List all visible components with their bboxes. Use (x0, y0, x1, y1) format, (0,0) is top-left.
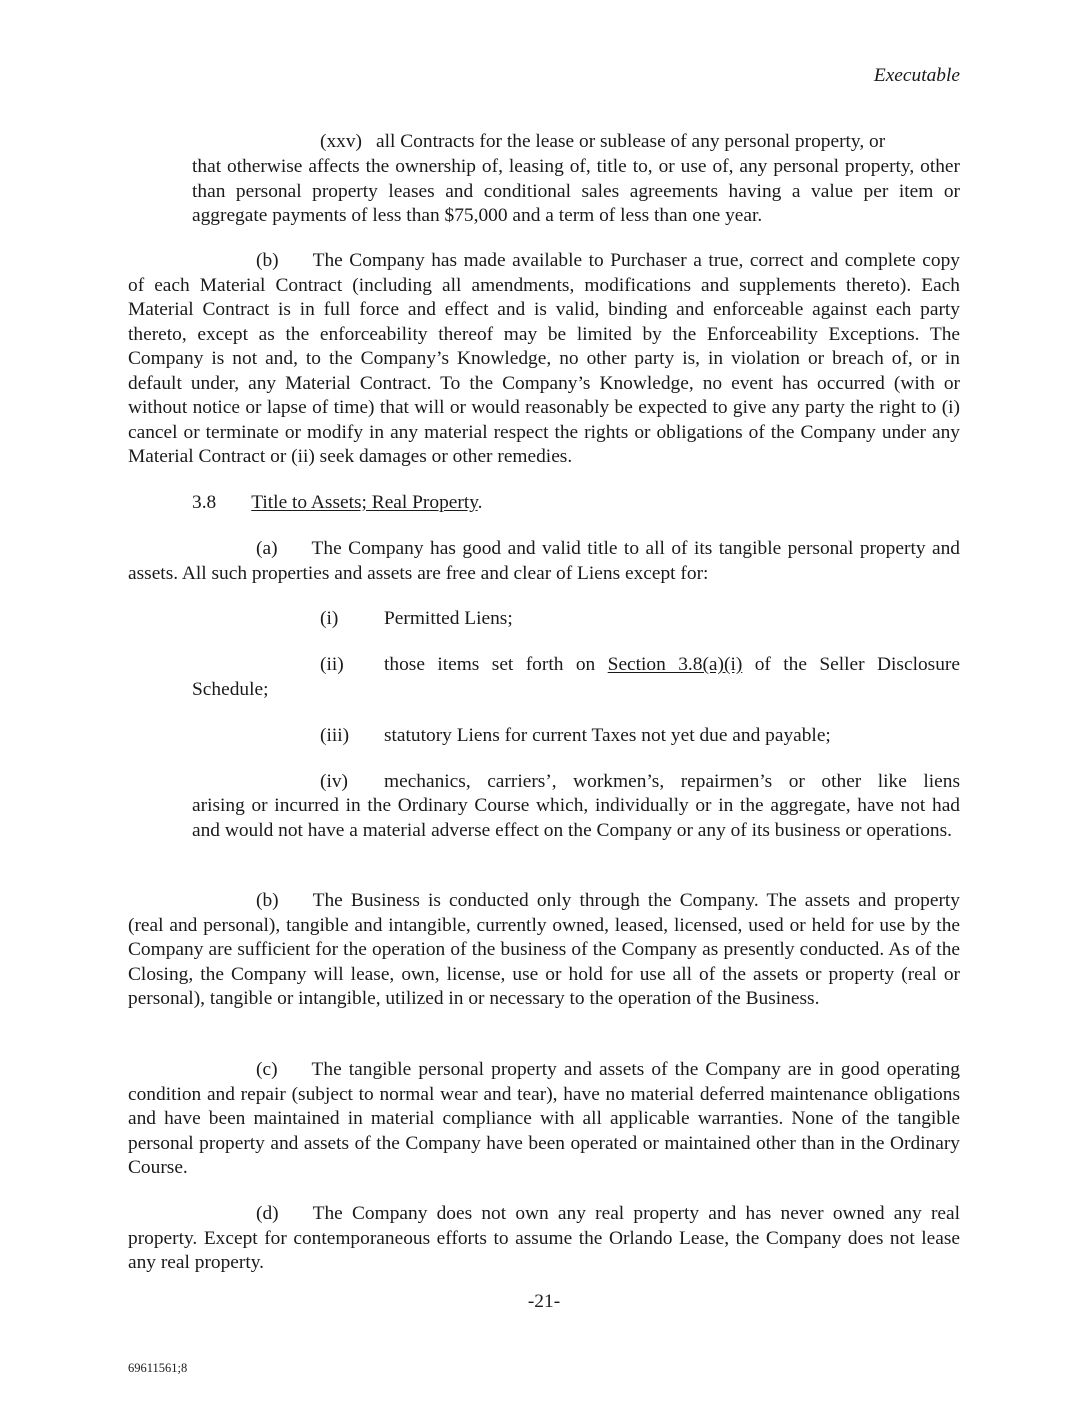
clause-marker: (iv) (320, 771, 348, 792)
section-reference-link[interactable]: Section 3.8(a)(i) (607, 654, 743, 675)
paragraph-text: The Business is conducted only through the Company. The assets and property (real and personal), tangible and intangible, currently owned, leased, licensed, used or held for use by the Company are sufficient for the operation of the business of the Company as presently conducted. As of the Closing, the Company will lease, own, license, use or hold for use all of the assets or property (real or personal), tangible or intangible, utilized in or necessary to the operation of the Business. (128, 890, 960, 1009)
page-number: -21- (527, 1291, 561, 1312)
paragraph-text: The Company has good and valid title to all of its tangible personal property and assets. All such properties and assets are free and clear of Liens except for: (128, 538, 960, 584)
paragraph-marker: (d) (256, 1203, 279, 1224)
clause-marker: (iii) (320, 725, 350, 746)
clause-iv-body: arising or incurred in the Ordinary Course which, individually or in the aggregate, have not had and would not have a material adverse effect on the Company or any of its business or operations. (192, 795, 960, 841)
paragraph-b-business (128, 889, 960, 1012)
paragraph-text: The Company does not own any real property and has never owned any real property. Except for contemporaneous efforts to assume the Orlando Lease, the Company does not lease any real property. (128, 1203, 960, 1273)
clause-marker: (i) (320, 608, 339, 629)
paragraph-text: The tangible personal property and assets of the Company are in good operating condition and repair (subject to normal wear and tear), have no material deferred maintenance obligations and have been maintained in material compliance with all applicable warranties. None of the tangible personal property and assets of the Company have been operated or maintained other than in the Ordinary Course. (128, 1059, 960, 1178)
clause-marker: (xxv) (320, 131, 363, 152)
clause-text: mechanics, carriers’, workmen’s, repairmen’s or other like liens (384, 771, 960, 792)
section-title-punct: . (477, 492, 483, 513)
paragraph-a-title (128, 537, 960, 586)
paragraph-marker: (c) (256, 1059, 278, 1080)
clause-xxv-first-line (320, 130, 960, 155)
paragraph-d (128, 1202, 960, 1276)
header-label: Executable (873, 65, 960, 86)
clause-text-pre: those items set forth on (384, 654, 596, 675)
section-number: 3.8 (192, 492, 217, 513)
paragraph-b-contracts (128, 249, 960, 470)
clause-xxv-body: that otherwise affects the ownership of, leasing of, title to, or use of, any personal property, other than personal property leases and conditional sales agreements having a value per item or aggregate payments of less than $75,000 and a term of less than one year. (192, 156, 960, 226)
paragraph-marker: (a) (256, 538, 278, 559)
paragraph-c (128, 1058, 960, 1181)
clause-text (384, 653, 960, 678)
section-title: Title to Assets; Real Property (251, 492, 478, 513)
paragraph-marker: (b) (256, 250, 279, 271)
clause-marker: (ii) (320, 654, 344, 675)
section-heading-3-8 (192, 491, 960, 516)
clause-text: all Contracts for the lease or sublease of any personal property, or (376, 131, 886, 152)
paragraph-text: The Company has made available to Purchaser a true, correct and complete copy of each Material Contract (including all amendments, modifications and supplements thereto). Each Material Contract is in full force and effect and is valid, binding and enforceable against each party thereto, except as the enforceability thereof may be limited by the Enforceability Exceptions. The Company is not and, to the Company’s Knowledge, no other party is, in violation or breach of, or in default under, any Material Contract. To the Company’s Knowledge, no event has occurred (with or without notice or lapse of time) that will or would reasonably be expected to give any party the right to (i) cancel or terminate or modify in any material respect the rights or obligations of the Company under any Material Contract or (ii) seek damages or other remedies. (128, 250, 960, 467)
clause-text: Permitted Liens; (384, 608, 513, 629)
document-id: 69611561;8 (128, 1361, 188, 1375)
paragraph-marker: (b) (256, 890, 279, 911)
clause-ii-continuation: Schedule; (192, 679, 269, 700)
clause-text-post: of the Seller Disclosure (754, 654, 960, 675)
clause-text: statutory Liens for current Taxes not yet due and payable; (384, 725, 831, 746)
